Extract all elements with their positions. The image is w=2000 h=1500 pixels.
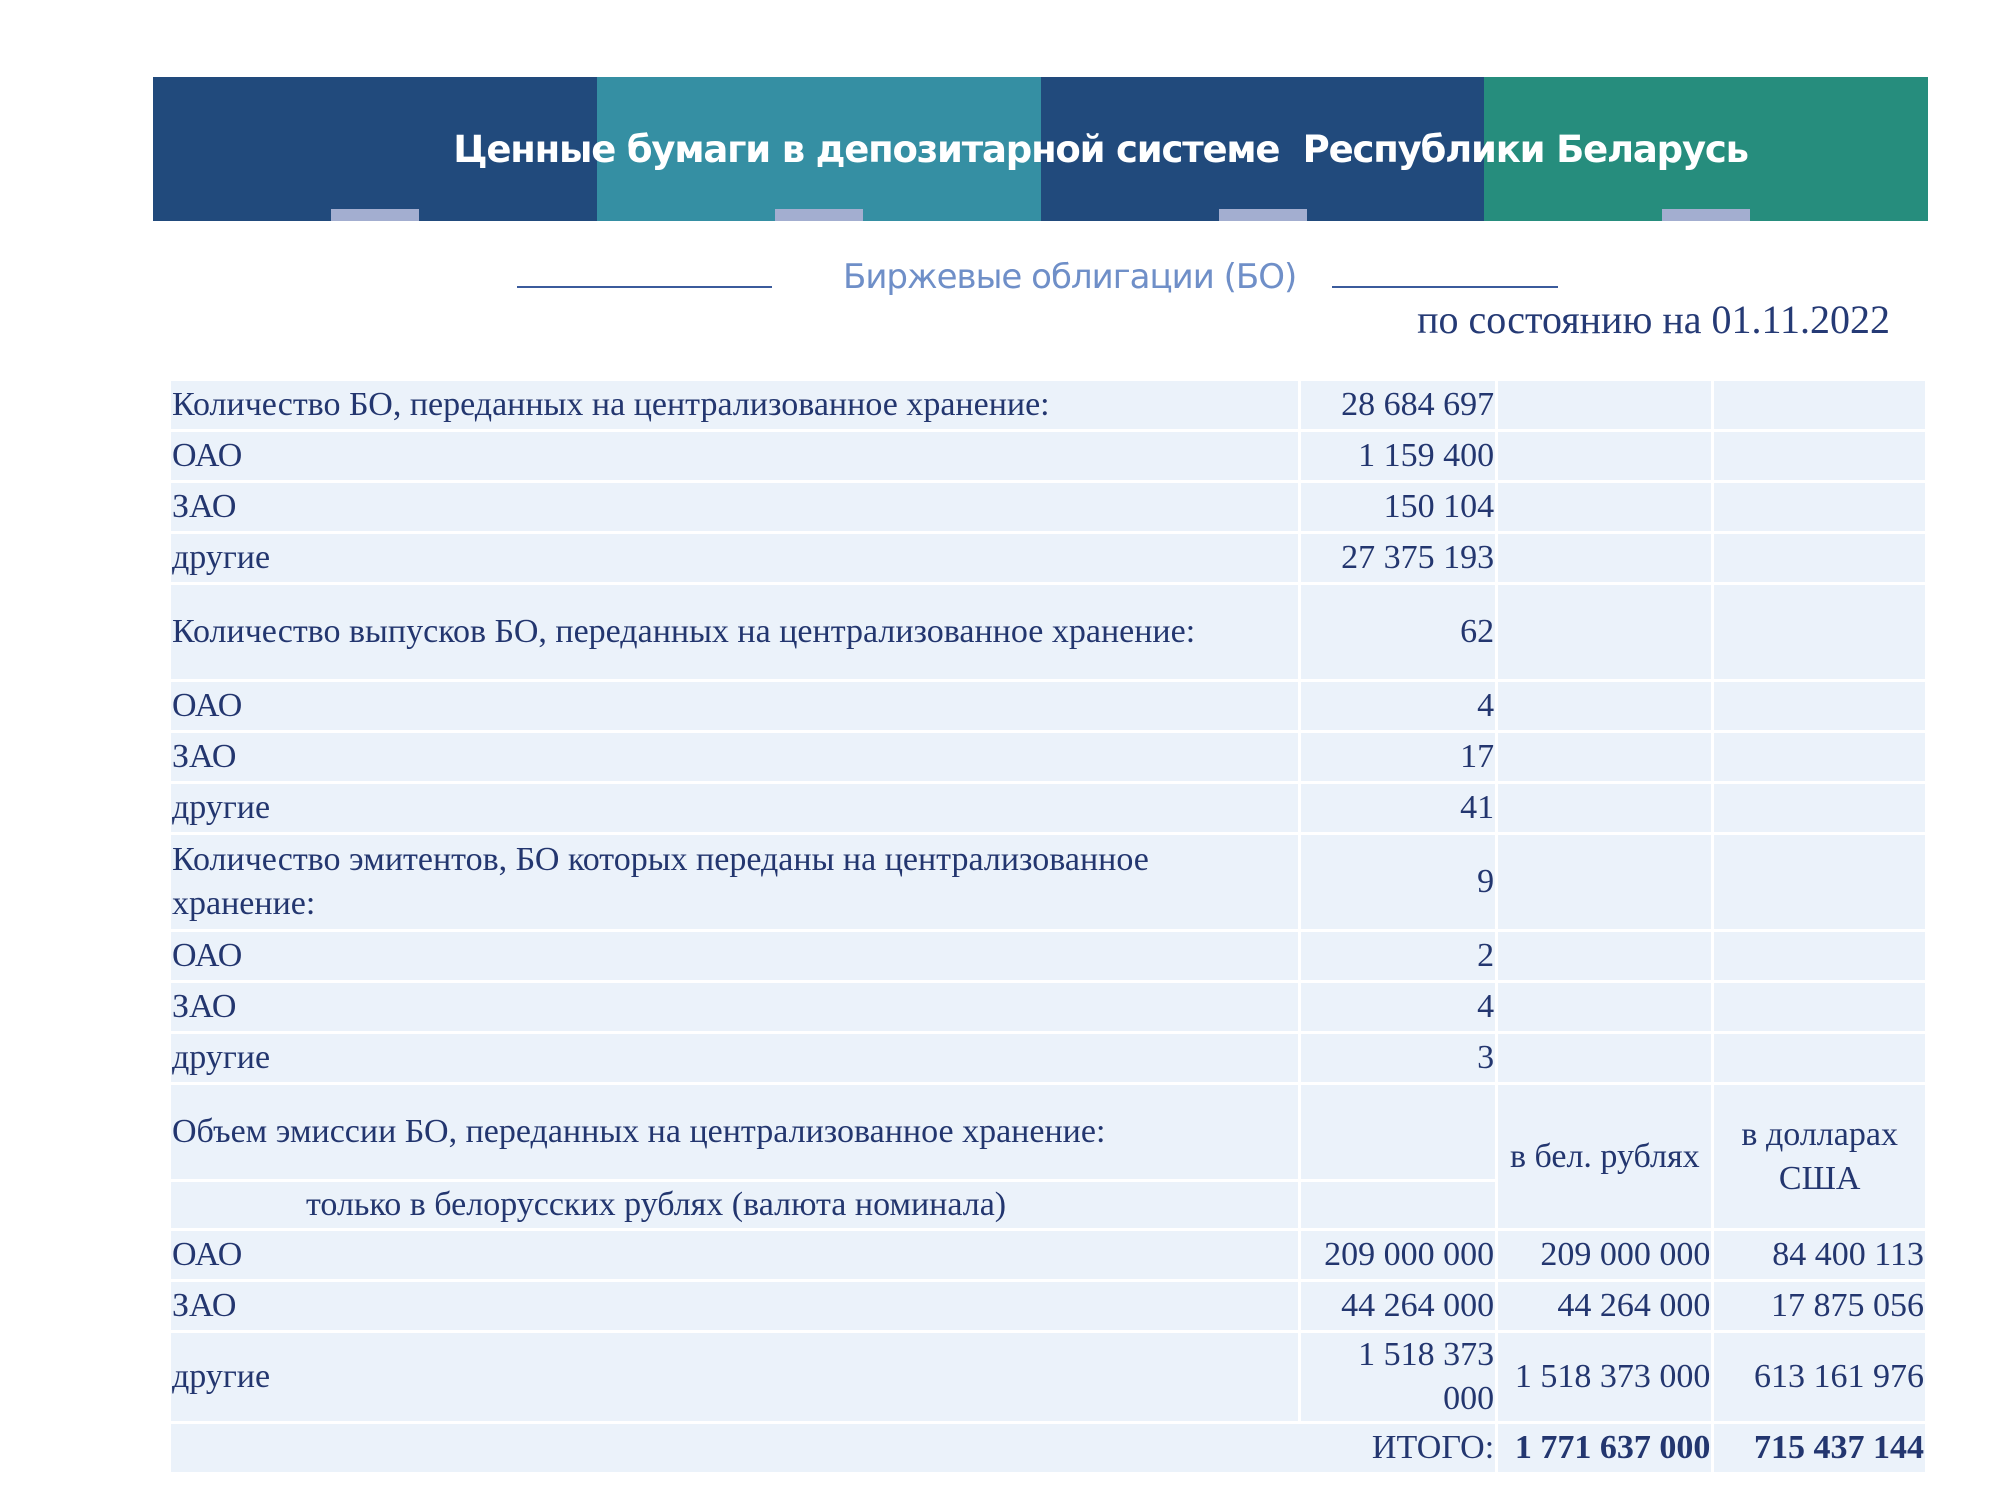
row-label: ОАО (171, 1231, 1298, 1279)
table-row (171, 432, 1925, 480)
table-row (171, 682, 1925, 730)
empty-cell (1714, 585, 1925, 679)
securities-table (168, 378, 1928, 1475)
empty-cell (1498, 733, 1711, 781)
empty-cell (1498, 983, 1711, 1031)
total-label-cell (171, 1424, 1495, 1472)
total-byn: 1 771 637 000 (1498, 1424, 1711, 1472)
table-row (171, 1333, 1925, 1421)
page-title: Ценные бумаги в депозитарной системе Республики Беларусь (453, 127, 1748, 171)
row-label: ОАО (171, 682, 1298, 730)
usd-value: 17 875 056 (1714, 1282, 1925, 1330)
row-label: Количество выпусков БО, переданных на централизованное хранение: (171, 585, 1298, 679)
row-value: 3 (1301, 1034, 1496, 1082)
row-label: ОАО (171, 932, 1298, 980)
subtitle-rule-left (517, 286, 772, 288)
row-label: ЗАО (171, 983, 1298, 1031)
column-header-byn: в бел. рублях (1498, 1085, 1711, 1228)
row-value: 27 375 193 (1301, 534, 1496, 582)
row-label: ОАО (171, 432, 1298, 480)
table-row (171, 381, 1925, 429)
row-label: другие (171, 1333, 1298, 1421)
byn-value: 209 000 000 (1498, 1231, 1711, 1279)
empty-cell (1498, 932, 1711, 980)
row-label: ЗАО (171, 1282, 1298, 1330)
empty-cell (1498, 585, 1711, 679)
row-label: ЗАО (171, 733, 1298, 781)
total-usd: 715 437 144 (1714, 1424, 1925, 1472)
table-row (171, 1282, 1925, 1330)
row-value: 9 (1301, 835, 1496, 929)
as-of-date: по состоянию на 01.11.2022 (1417, 297, 1890, 342)
table-row (171, 1034, 1925, 1082)
row-value: 17 (1301, 733, 1496, 781)
empty-cell (1498, 483, 1711, 531)
table-row (171, 534, 1925, 582)
volume-note: только в белорусских рублях (валюта номинала) (171, 1182, 1298, 1228)
empty-cell (1498, 835, 1711, 929)
empty-cell (1714, 983, 1925, 1031)
byn-value: 1 518 373 000 (1498, 1333, 1711, 1421)
subtitle-rule-right (1332, 286, 1558, 288)
table-row (171, 1085, 1925, 1179)
row-value: 1 159 400 (1301, 432, 1496, 480)
table-row (171, 483, 1925, 531)
row-value: 62 (1301, 585, 1496, 679)
empty-cell (1301, 1182, 1496, 1228)
empty-cell (1498, 381, 1711, 429)
usd-value: 613 161 976 (1714, 1333, 1925, 1421)
table-row (171, 835, 1925, 929)
empty-cell (1714, 432, 1925, 480)
empty-cell (1714, 534, 1925, 582)
row-label: ЗАО (171, 483, 1298, 531)
row-label: Количество БО, переданных на централизованное хранение: (171, 381, 1298, 429)
empty-cell (1714, 483, 1925, 531)
table-row (171, 733, 1925, 781)
nominal-value: 44 264 000 (1301, 1282, 1496, 1330)
empty-cell (1714, 682, 1925, 730)
empty-cell (1301, 1085, 1496, 1179)
row-value: 4 (1301, 682, 1496, 730)
empty-cell (1714, 381, 1925, 429)
row-value: 150 104 (1301, 483, 1496, 531)
empty-cell (1498, 432, 1711, 480)
empty-cell (1714, 784, 1925, 832)
row-label: Количество эмитентов, БО которых переданы на централизованное хранение: (171, 835, 1298, 929)
row-value: 28 684 697 (1301, 381, 1496, 429)
row-value: 4 (1301, 983, 1496, 1031)
empty-cell (1498, 534, 1711, 582)
table-row (171, 585, 1925, 679)
total-label: ИТОГО: (1371, 1429, 1495, 1466)
table-row (171, 784, 1925, 832)
section-subtitle: Биржевые облигации (БО) (843, 257, 1297, 297)
row-value: 2 (1301, 932, 1496, 980)
table-row (171, 1231, 1925, 1279)
nominal-value: 209 000 000 (1301, 1231, 1496, 1279)
byn-value: 44 264 000 (1498, 1282, 1711, 1330)
row-label: другие (171, 784, 1298, 832)
column-header-usd: в долларах США (1714, 1085, 1925, 1228)
table-row (171, 983, 1925, 1031)
empty-cell (1714, 733, 1925, 781)
total-row (171, 1424, 1925, 1472)
empty-cell (1714, 1034, 1925, 1082)
empty-cell (1498, 784, 1711, 832)
volume-heading: Объем эмиссии БО, переданных на централизованное хранение: (171, 1085, 1298, 1179)
empty-cell (1714, 835, 1925, 929)
empty-cell (1714, 932, 1925, 980)
empty-cell (1498, 682, 1711, 730)
empty-cell (1498, 1034, 1711, 1082)
row-label: другие (171, 1034, 1298, 1082)
table-row (171, 932, 1925, 980)
row-value: 41 (1301, 784, 1496, 832)
nominal-value: 1 518 373 000 (1301, 1333, 1496, 1421)
subtitle-row (0, 252, 2000, 302)
row-label: другие (171, 534, 1298, 582)
usd-value: 84 400 113 (1714, 1231, 1925, 1279)
